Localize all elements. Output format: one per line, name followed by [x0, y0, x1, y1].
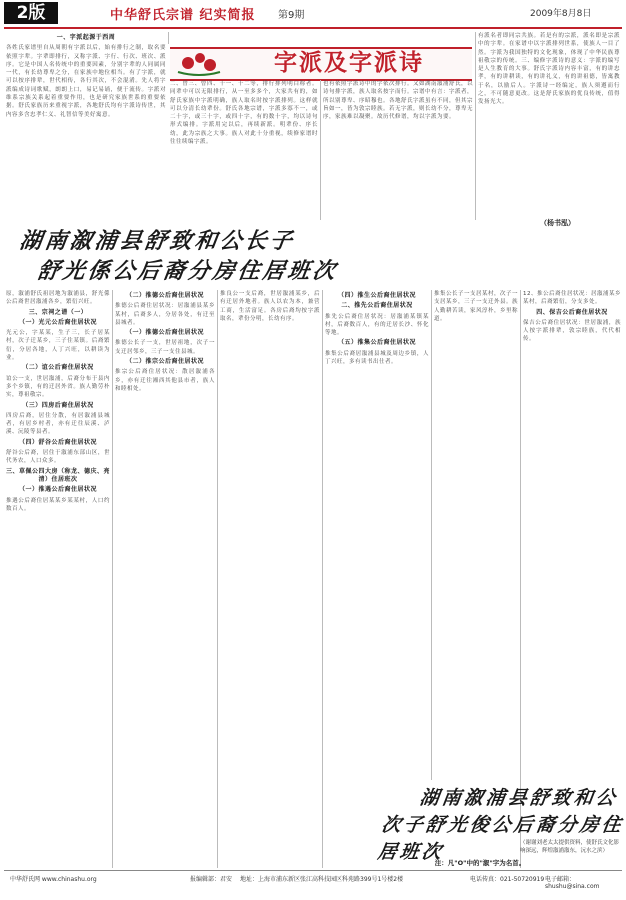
column-divider: [320, 80, 321, 220]
column-divider: [431, 290, 432, 780]
article-column-9: 推集公长子一支居某村，次子一支居某乡，三子一支迁外县。族人勤耕苦读，家风淳朴，乡里称道。: [434, 291, 518, 322]
headline-1-line-1: 湖南溆浦县舒致和公长子: [17, 228, 297, 254]
article-column-2: 二、曾三、曾四、十一、十二等，排行排列明白称者。同辈中可以无限排行，从一至多多个，大家共有的，如舒氏家族中字派明确，族人取名时按字派排列。这样就可以分清长幼辈份。舒氏各地宗谱，字派多寡不一，或二十字，或三十字，或四十字，有的数十字，均以诗句形式编排。字派用完以后，再续新派。明辈份、序长幼，此为宗族之大事。族人对此十分重视，续修家谱时往往续编字派。: [170, 81, 318, 146]
section-heading: （一）推遇公后裔住居状况: [18, 486, 97, 494]
section-heading: （二）推德公后裔住居状况: [125, 292, 204, 299]
footer-website: 中华舒氏网 www.chinashu.org: [10, 876, 97, 883]
publication-name: 中华舒氏宗谱 纪实简报: [110, 8, 256, 23]
page-title: 字派及字派诗: [274, 49, 424, 76]
article-column-1: 一、字派起源于西周 各姓氏家谱里自从周朝有字派以后，始有排行之制，取名要依照字辈。字辈即排行，又称字派、字行、行次、班次、派序。它是中国人名传统中的重要因素，分别字辈的人同属同一代，有长幼尊卑之分，在家族中地位相当。有了字派，就可以按序排辈，世代相传，各行其次，不会混淆。先人将字派编成诗词歌赋，朗朗上口，易记易诵，便于流传。字派对维系宗族关系起着重要作用，也是研究家族世系的重要依据。舒氏家族历来重视字派，各地舒氏均有字派诗传世，其内容多含忠孝仁义、礼智信等美好寓意。: [6, 34, 166, 118]
section-heading: （一）光元公后裔住居状况: [18, 318, 97, 326]
section-heading: 三、草佩公四大房（称龙、德庆、亮清）住居班次: [6, 467, 110, 483]
section-heading: （四）舒谷公后裔住居状况: [18, 438, 97, 446]
article-column-10: 12、推公后裔住居状况：居溆浦某乡某村，后裔繁衍，分支多处。 四、保吉公后裔住居状况 保吉公后裔住居状况：世居溆浦，族人按字派排辈，敦宗睦族，代代相传。: [523, 291, 621, 343]
article-column-6: （二）推德公后裔住居状况 推德公后裔住居状况：居溆浦县某乡某村，后裔多人，分居各处，有迁至县城者。 （一）推德公后裔住居状况 推德公长子一支，世居祖地，次子一支迁居邻乡，三子一支住县城。 （二）推宗公后裔住居状况 推宗公后裔住居状况：散居溆浦各乡，亦有迁往湘西其他县市者，族人和睦相处。: [115, 292, 215, 392]
headline-2-line-1: 湖南溆浦县舒致和公: [418, 787, 620, 809]
article-column-8: （四）推生公后裔住居状况 二、推先公后裔住居状况 推先公后裔住居状况：居溆浦某镇某村，后裔数百人，有的迁居长沙、怀化等地。 （五）推集公后裔住居状况 推集公后裔居溆浦县城及周边乡镇，人丁兴旺，多有读书出仕者。: [325, 292, 429, 366]
section-heading: （二）谊公后裔住居状况: [22, 364, 94, 372]
article-column-4: 有派名者即同宗共族。若是有的宗派，派名即是宗派中的字辈。在家谱中以字派排列世系，使族人一目了然。字派为我国独特的文化现象，体现了中华民族尊祖敬宗的传统。三、编修字派诗的意义：字派的编写是人生教育的大事。舒氏字派诗内容丰富，有的讲忠孝，有的讲耕读，有的讲礼义，有的讲祖德，皆寓教于名，以励后人。字派诗一经编定，族人须遵而行之，不可随意更改。这是舒氏家族的优良传统，值得发扬光大。: [478, 33, 620, 106]
section-heading: （二）推宗公后裔住居状况: [125, 358, 204, 366]
section-heading: 四、保吉公后裔住居状况: [536, 308, 608, 316]
footnote: 注：凡"O"中的"溆"字为名首。: [434, 859, 526, 867]
article-column-7: 推良公一支后裔，世居溆浦某乡，后有迁居外地者。族人以农为本，兼营工商，生活富足。各房后裔均按字派取名，辈份分明，长幼有序。: [220, 291, 320, 322]
header-rule: [4, 27, 622, 29]
column-divider: [520, 290, 521, 868]
issue-date: 2009年8月8日: [530, 9, 592, 19]
column-divider: [112, 290, 113, 868]
section-heading: （一）推德公后裔住居状况: [125, 329, 204, 337]
section-heading: （五）推集公后裔住居状况: [337, 339, 416, 347]
footer-address: 地址：上海市浦东新区张江高科技园区科苑路399号1号楼2楼: [240, 876, 404, 883]
footer-email: 电子邮箱：shushu@sina.com: [545, 876, 600, 890]
page-number-badge: 2版: [4, 2, 58, 24]
issue-number: 第9期: [278, 10, 305, 21]
column-divider: [217, 290, 218, 868]
column-divider: [475, 32, 476, 220]
footer-rule: [4, 870, 622, 871]
acknowledgement-note: （谢谢刘老太太提供资料，使舒氏文化影响深远，辉煌溆浦溆东，沅水之滨）: [520, 840, 620, 854]
section-heading: 二、推先公后裔住居状况: [341, 302, 413, 310]
headline-1-line-2: 舒光係公后裔分房住居班次: [35, 258, 340, 284]
article-column-3: 也有依照字派诗中的字依次排行。又如湖南溆浦舒氏，以诗句排字派，族人取名按字而行。宗谱中有言：字派者，所以别尊卑、序昭穆也。各地舒氏字派虽有不同，但其宗旨如一，皆为敦宗睦族。若无字派，则长幼不分，尊卑无序，家族难以凝聚。故历代修谱，均以字派为要。: [323, 81, 473, 121]
footer-editor: 报编辑部：君安: [190, 876, 233, 883]
section-heading: 三、宗祠之谱（一）: [28, 308, 88, 316]
section-heading: （四）推生公后裔住居状况: [337, 292, 416, 299]
section-heading: 一、字派起源于西周: [56, 34, 116, 41]
footer-phone: 电话传真：021-50720919: [470, 876, 545, 883]
flower-ornament-icon: [174, 48, 224, 78]
headline-2-line-2: 次子舒光俊公后裔分房住居班次: [376, 814, 626, 863]
section-heading: （三）四房后裔住居状况: [22, 401, 94, 409]
column-divider: [322, 290, 323, 868]
article-author: （杨书泓）: [540, 219, 575, 227]
article-column-5: 原，溆浦舒氏祖居地为溆浦县，舒光係公后裔世居溆浦各乡，繁衍兴旺。 三、宗祠之谱（一） （一）光元公后裔住居状况 光元公，字某某，生子三，长子居某村，次子迁某乡，三子住某镇。后裔繁衍，分居各地，人丁兴旺，以耕读为业。 （二）谊公后裔住居状况 谊公一支，世居溆浦，后裔分布于县内多个乡镇，有的迁居外省。族人勤劳朴实，尊祖敬宗。 （三）四房后裔住居状况 四房后裔，居住分散，有居溆浦县城者，有居乡村者，亦有迁往辰溪、泸溪、沅陵等县者。 （四）舒谷公后裔住居状况 舒谷公后裔，居住于溆浦东部山区，世代务农，人口众多。 三、草佩公四大房（称龙、德庆、亮清）住居班次 （一）推遇公后裔住居状况 推遇公后裔住居某某乡某某村，人口约数百人。: [6, 291, 110, 512]
column-divider: [168, 32, 169, 44]
